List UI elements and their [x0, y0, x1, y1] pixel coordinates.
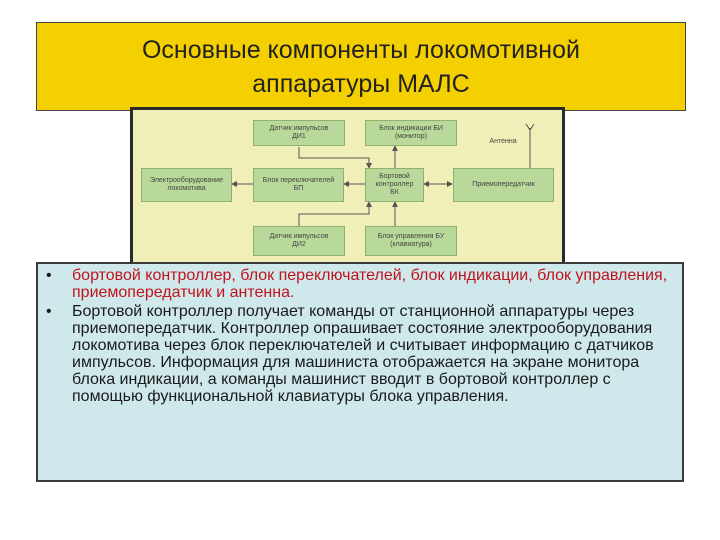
block-diagram — [130, 107, 565, 265]
node-switches-line-1: Блок переключателей — [262, 177, 335, 184]
node-transceiver — [453, 168, 554, 202]
node-sensor-2-line-2: ДИ2 — [292, 241, 306, 248]
bullet-text-2: Бортовой контроллер получает команды от станционной аппаратуры через приемопередатчик. Контроллер опрашивает состояние электрооборудования локомотива через блок переключателей и считывает информацию с датчиков импульсов. Информация для машиниста отображается на экране монитора блока индикации, а команды машинист вводит в бортовой контроллер с помощью функциональной клавиатуры блока управления. — [72, 303, 654, 405]
bullet-item-1 — [46, 267, 670, 301]
node-sensor-1-line-2: ДИ1 — [292, 133, 306, 140]
node-sensor-2 — [253, 226, 345, 256]
arrow-sensor1-to-controller — [299, 147, 369, 168]
slide-title-line-1: Основные компоненты локомотивной — [141, 35, 580, 64]
node-controller-line-1: Бортовой контроллер — [375, 173, 414, 188]
bullet-text-1: бортовой контроллер, блок переключателей, блок индикации, блок управления, приемопередатчик и антенна. — [72, 267, 668, 301]
node-keyboard — [365, 226, 457, 256]
node-controller — [365, 168, 424, 202]
node-transceiver-line-1: Приемопередатчик — [472, 181, 535, 188]
node-antenna — [483, 136, 523, 148]
node-equipment-line-2: локомотива — [167, 185, 206, 192]
description-box — [36, 262, 684, 482]
bullet-item-2 — [46, 303, 670, 405]
node-display-line-1: Блок индикации БИ — [379, 125, 443, 132]
node-equipment — [141, 168, 232, 202]
node-antenna-line-1: Антенна — [489, 138, 517, 145]
node-keyboard-line-2: (клавиатура) — [390, 241, 432, 248]
node-switches — [253, 168, 344, 202]
slide-title-line-2: аппаратуры МАЛС — [252, 69, 470, 98]
node-display — [365, 120, 457, 146]
node-sensor-1 — [253, 120, 345, 146]
node-keyboard-line-1: Блок управления БУ — [377, 233, 445, 240]
arrow-sensor2-to-controller — [299, 202, 369, 226]
node-switches-line-2: БП — [293, 185, 304, 192]
antenna-top — [526, 124, 534, 130]
node-equipment-line-1: Электрооборудование — [150, 177, 223, 184]
bullet-marker-2: • — [46, 303, 52, 320]
node-sensor-2-line-1: Датчик импульсов — [269, 233, 329, 240]
node-controller-line-2: БК — [390, 189, 399, 196]
bullet-marker-1: • — [46, 267, 52, 284]
slide-title — [36, 22, 686, 111]
node-display-line-2: (монитор) — [394, 133, 428, 140]
node-sensor-1-line-1: Датчик импульсов — [269, 125, 329, 132]
